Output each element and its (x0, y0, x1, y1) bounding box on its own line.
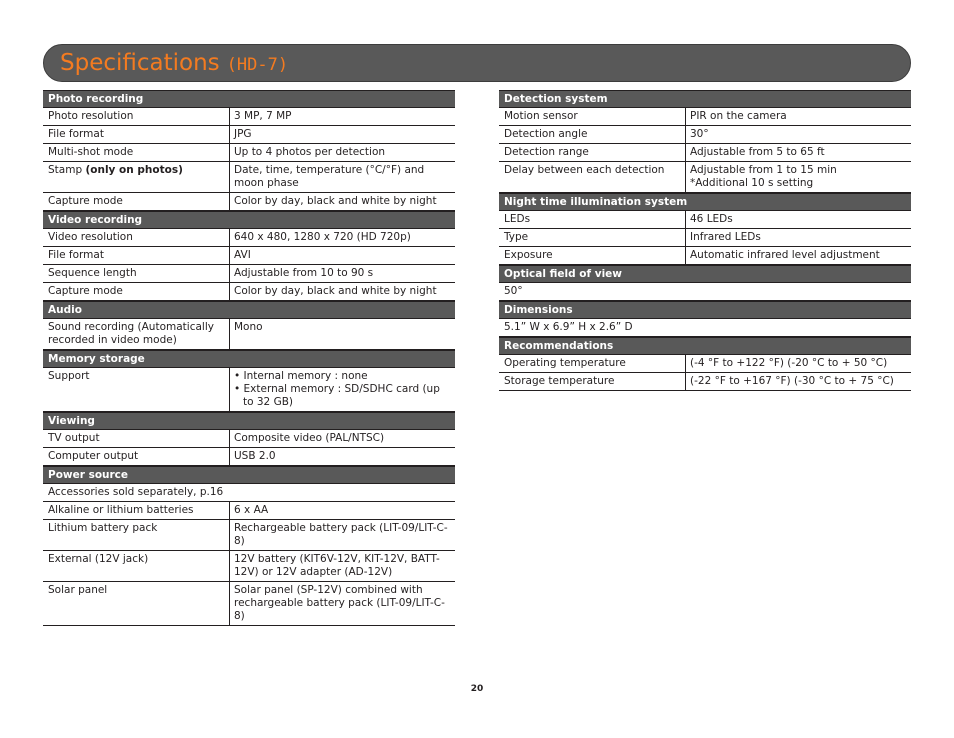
spec-value: Adjustable from 10 to 90 s (234, 267, 374, 279)
spec-value (230, 368, 455, 411)
spec-label: Exposure (499, 247, 686, 264)
page-number: 20 (470, 684, 484, 694)
spec-value: (-4 °F to +122 °F) (-20 °C to + 50 °C) (690, 357, 888, 369)
table-row (43, 162, 455, 193)
spec-label: Sound recording (Automatically recorded in video mode) (43, 319, 230, 349)
section-memory-storage: Memory storage (43, 350, 455, 368)
spec-label: Computer output (43, 448, 230, 465)
spec-label: Photo resolution (43, 108, 230, 125)
spec-value: 30° (690, 128, 709, 140)
model-text: (HD-7) (226, 55, 289, 75)
spec-value: Composite video (PAL/NTSC) (234, 432, 385, 444)
spec-value: Mono (234, 321, 263, 333)
table-row (43, 502, 455, 520)
table-row (499, 229, 911, 247)
spec-label: Solar panel (43, 582, 230, 625)
spec-value (686, 162, 911, 192)
table-row (43, 283, 455, 301)
spec-value: JPG (234, 128, 252, 140)
delay-range: Adjustable from 1 to 15 min (690, 164, 837, 176)
table-row (43, 484, 455, 502)
section-night-illumination: Night time illumination system (499, 193, 911, 211)
section-detection-system: Detection system (499, 90, 911, 108)
left-column (43, 90, 455, 626)
spec-label: Support (43, 368, 230, 411)
spec-value: (-22 °F to +167 °F) (-30 °C to + 75 °C) (690, 375, 894, 387)
section-optical-field: Optical field of view (499, 265, 911, 283)
spec-label: Capture mode (43, 283, 230, 300)
section-power-source: Power source (43, 466, 455, 484)
spec-value: Rechargeable battery pack (LIT-09/LIT-C-8) (234, 522, 448, 547)
spec-value: 6 x AA (234, 504, 269, 516)
table-row (43, 319, 455, 350)
table-row (43, 108, 455, 126)
list-item: • Internal memory : none (234, 370, 368, 382)
table-row (499, 162, 911, 193)
spec-label: File format (43, 126, 230, 143)
spec-value: AVI (234, 249, 251, 261)
spec-label: Operating temperature (499, 355, 686, 372)
spec-value: Automatic infrared level adjustment (690, 249, 880, 261)
table-row (43, 193, 455, 211)
spec-label: Type (499, 229, 686, 246)
table-row (499, 126, 911, 144)
spec-label: Alkaline or lithium batteries (43, 502, 230, 519)
table-row (43, 520, 455, 551)
table-row (43, 247, 455, 265)
section-viewing: Viewing (43, 412, 455, 430)
stamp-label: Stamp (48, 164, 83, 176)
section-photo-recording: Photo recording (43, 90, 455, 108)
spec-label: External (12V jack) (43, 551, 230, 581)
spec-label: Video resolution (43, 229, 230, 246)
table-row (43, 448, 455, 466)
spec-value: Infrared LEDs (690, 231, 761, 243)
table-row (43, 126, 455, 144)
spec-label: Delay between each detection (499, 162, 686, 192)
table-row (499, 283, 911, 301)
title-text: Specifications (60, 50, 220, 76)
section-recommendations: Recommendations (499, 337, 911, 355)
table-row (499, 211, 911, 229)
table-row (43, 551, 455, 582)
page-title (60, 49, 288, 79)
spec-value: PIR on the camera (690, 110, 787, 122)
spec-label: TV output (43, 430, 230, 447)
spec-label: File format (43, 247, 230, 264)
spec-value: 640 x 480, 1280 x 720 (HD 720p) (234, 231, 411, 243)
table-row (499, 144, 911, 162)
spec-value: 46 LEDs (690, 213, 733, 225)
spec-label: Detection angle (499, 126, 686, 143)
spec-value: Date, time, temperature (°C/°F) and moon phase (234, 164, 425, 189)
spec-label: Storage temperature (499, 373, 686, 390)
right-column (499, 90, 911, 391)
delay-extra: *Additional 10 s setting (690, 177, 814, 189)
section-video-recording: Video recording (43, 211, 455, 229)
page-header (43, 44, 911, 82)
stamp-qualifier: (only on photos) (85, 164, 183, 176)
spec-value: Solar panel (SP-12V) combined with rechargeable battery pack (LIT-09/LIT-C-8) (234, 584, 445, 622)
spec-label: Detection range (499, 144, 686, 161)
spec-value: USB 2.0 (234, 450, 276, 462)
spec-label: Capture mode (43, 193, 230, 210)
table-row (43, 368, 455, 412)
list-item: • External memory : SD/SDHC card (up to 32 GB) (234, 383, 440, 408)
optical-value: 50° (504, 285, 523, 297)
table-row (499, 319, 911, 337)
dimensions-value: 5.1” W x 6.9” H x 2.6” D (504, 321, 633, 333)
spec-value: 12V battery (KIT6V-12V, KIT-12V, BATT-12V) or 12V adapter (AD-12V) (234, 553, 440, 578)
section-dimensions: Dimensions (499, 301, 911, 319)
spec-label: Motion sensor (499, 108, 686, 125)
accessories-note: Accessories sold separately, p.16 (48, 486, 224, 498)
table-row (499, 247, 911, 265)
spec-label: Multi-shot mode (43, 144, 230, 161)
spec-label (43, 162, 230, 192)
table-row (43, 265, 455, 283)
spec-value: 3 MP, 7 MP (234, 110, 292, 122)
spec-value: Color by day, black and white by night (234, 195, 437, 207)
section-audio: Audio (43, 301, 455, 319)
table-row (499, 355, 911, 373)
spec-label: LEDs (499, 211, 686, 228)
table-row (43, 229, 455, 247)
table-row (43, 430, 455, 448)
table-row (499, 373, 911, 391)
spec-value: Up to 4 photos per detection (234, 146, 386, 158)
table-row (43, 582, 455, 626)
table-row (499, 108, 911, 126)
spec-label: Sequence length (43, 265, 230, 282)
spec-value: Adjustable from 5 to 65 ft (690, 146, 825, 158)
spec-value: Color by day, black and white by night (234, 285, 437, 297)
spec-label: Lithium battery pack (43, 520, 230, 550)
table-row (43, 144, 455, 162)
